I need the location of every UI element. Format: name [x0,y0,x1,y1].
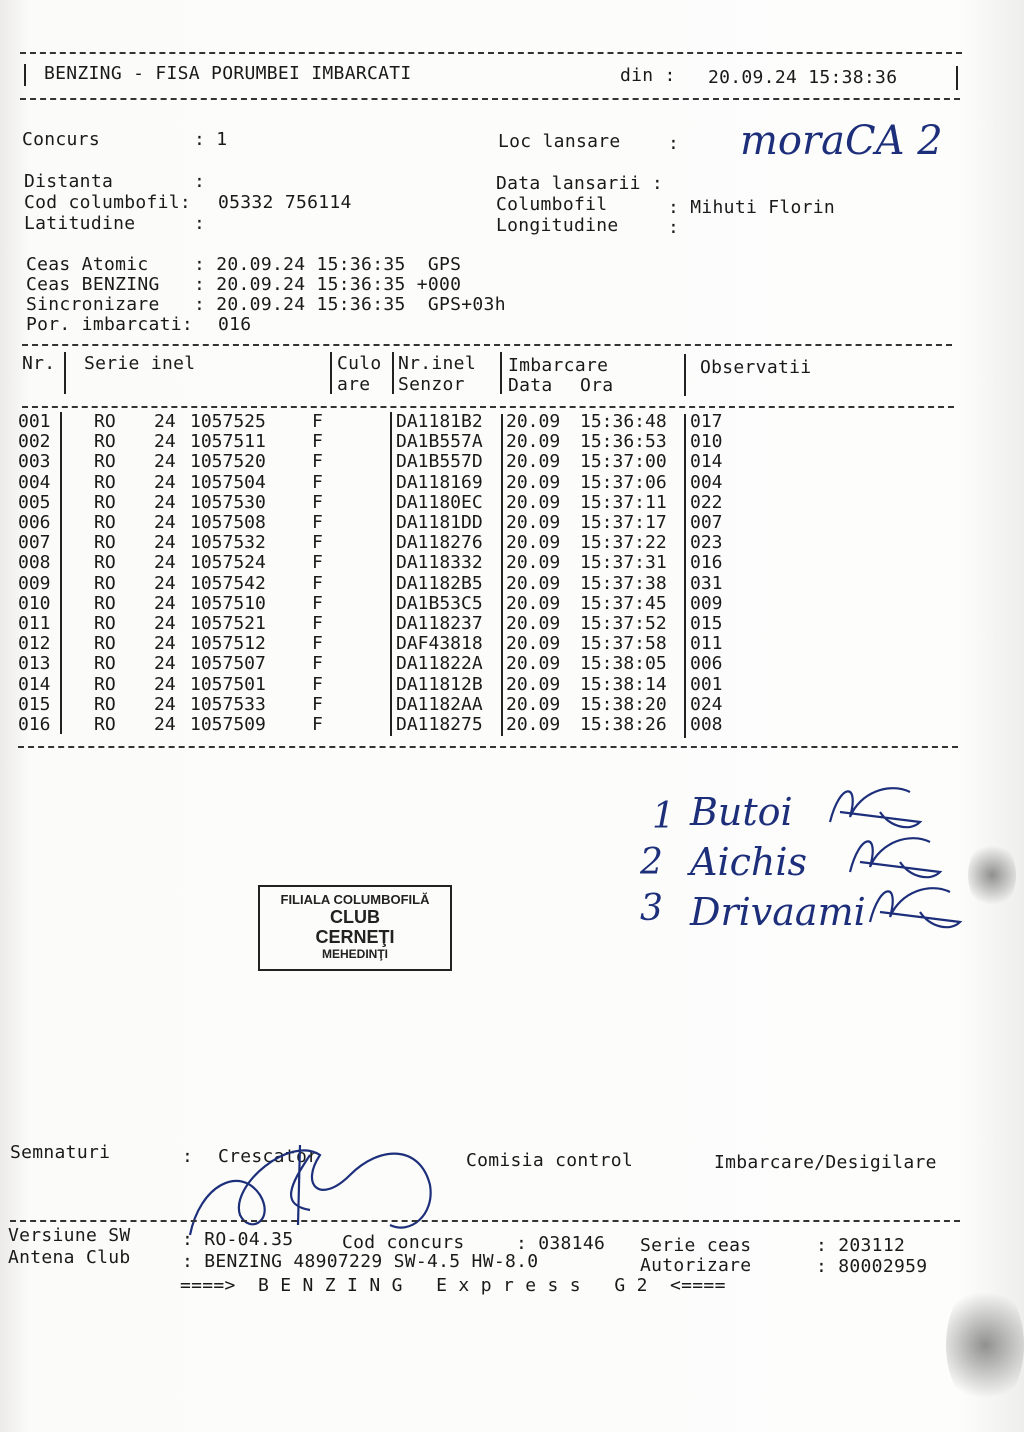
row-an: 24 [154,572,176,594]
table-row [0,432,760,452]
table-row [0,574,760,594]
row-nr: 013 [18,653,51,675]
col-divider [330,352,332,394]
row-sex: F [312,411,323,432]
col-nr-header: Nr. [22,353,56,374]
handwritten-name: Drivaami [690,890,866,934]
versiune-value: : RO-04.35 [182,1229,294,1250]
handwritten-number: 3 [640,888,663,929]
row-nr: 003 [18,451,51,473]
row-ora: 15:38:26 [580,714,667,735]
row-data: 20.09 [506,653,561,675]
row-inel: 1057525 [190,411,266,432]
row-data: 20.09 [506,714,561,735]
latitudine-label: Latitudine [24,213,136,234]
row-senzor: DA11812B [396,673,483,695]
ceas-atomic-label: Ceas Atomic [26,254,149,275]
row-nr: 009 [18,572,51,594]
row-nr: 002 [18,431,51,453]
table-row [0,594,760,614]
row-an: 24 [154,471,176,493]
row-sex: F [312,572,323,594]
header-right-bar [956,66,958,90]
row-observatii: 023 [690,532,723,554]
concurs-label: Concurs [22,129,100,150]
row-senzor: DA118332 [396,552,483,574]
row-senzor: DA11822A [396,653,483,675]
cod-columbofil-value: 05332 756114 [218,192,352,213]
table-top-dash [22,344,952,346]
col-ora-header: Ora [580,375,614,396]
col-observatii-header: Observatii [700,357,812,378]
cod-columbofil-label: Cod columbofil: [24,192,192,213]
row-tara: RO [94,552,116,574]
antena-club-label: Antena Club [8,1247,131,1268]
row-sex: F [312,532,323,554]
row-sex: F [312,592,323,614]
row-data: 20.09 [506,411,561,432]
row-senzor: DA1B53C5 [396,592,483,614]
ink-smudge [946,1280,1024,1410]
row-observatii: 006 [690,653,723,675]
row-sex: F [312,653,323,675]
handwritten-name: Butoi [690,790,793,834]
row-tara: RO [94,411,116,432]
row-data: 20.09 [506,532,561,554]
row-tara: RO [94,532,116,554]
row-inel: 1057507 [190,653,266,675]
row-senzor: DA1181B2 [396,411,483,432]
row-sex: F [312,512,323,533]
row-ora: 15:37:06 [580,471,667,493]
loc-lansare-sep: : [668,133,680,154]
semnaturi-sep: : [182,1146,194,1167]
row-data: 20.09 [506,633,561,655]
row-data: 20.09 [506,693,561,715]
row-nr: 001 [18,411,51,432]
sincronizare-value: : 20.09.24 15:36:35 GPS+03h [194,294,506,315]
row-inel: 1057508 [190,512,266,533]
row-ora: 15:38:20 [580,693,667,715]
row-sex: F [312,613,323,634]
row-data: 20.09 [506,512,561,533]
row-tara: RO [94,714,116,735]
row-tara: RO [94,471,116,493]
row-divider-senzor [390,412,392,736]
row-inel: 1057511 [190,431,266,453]
longitudine-label: Longitudine [496,215,619,236]
row-an: 24 [154,673,176,695]
col-culoare-header-2: are [337,374,371,395]
row-tara: RO [94,673,116,695]
row-observatii: 011 [690,633,723,655]
row-nr: 005 [18,491,51,513]
table-row [0,553,760,573]
row-senzor: DA1B557A [396,431,483,453]
col-senzor-header: Senzor [398,374,465,395]
row-ora: 15:37:52 [580,613,667,634]
stamp-line-4: MEHEDINŢI [322,947,388,961]
comisia-control-label: Comisia control [466,1150,634,1171]
row-inel: 1057542 [190,572,266,594]
row-tara: RO [94,592,116,614]
date-label: din : [620,65,676,86]
row-an: 24 [154,532,176,554]
row-sex: F [312,451,323,473]
row-ora: 15:38:05 [580,653,667,675]
serie-ceas-label: Serie ceas [640,1235,752,1256]
ceas-benzing-value: : 20.09.24 15:36:35 +000 [194,274,462,295]
row-data: 20.09 [506,613,561,634]
table-row [0,654,760,674]
row-an: 24 [154,592,176,614]
row-senzor: DA1181DD [396,512,483,533]
row-an: 24 [154,653,176,675]
row-data: 20.09 [506,451,561,473]
row-ora: 15:37:38 [580,572,667,594]
footer-dash [10,1220,960,1222]
row-an: 24 [154,431,176,453]
row-inel: 1057530 [190,491,266,513]
imbarcare-desigilare-label: Imbarcare/Desigilare [714,1152,937,1173]
longitudine-value: : [668,217,680,238]
ceas-atomic-value: : 20.09.24 15:36:35 GPS [194,254,462,275]
row-nr: 010 [18,592,51,614]
row-nr: 007 [18,532,51,554]
col-serie-header: Serie inel [84,353,196,374]
brand-line: ====> B E N Z I N G E x p r e s s G 2 <==== [180,1275,726,1296]
row-inel: 1057504 [190,471,266,493]
row-sex: F [312,714,323,735]
row-ora: 15:37:58 [580,633,667,655]
row-sex: F [312,552,323,574]
row-observatii: 022 [690,491,723,513]
col-data-header: Data [508,375,553,396]
row-senzor: DA118169 [396,471,483,493]
row-ora: 15:37:17 [580,512,667,533]
row-tara: RO [94,512,116,533]
table-row [0,412,760,432]
row-observatii: 001 [690,673,723,695]
initials-signature-icon [860,872,970,942]
date-value: 20.09.24 15:38:36 [708,67,898,88]
latitudine-value: : [194,213,206,234]
autorizare-label: Autorizare [640,1255,752,1276]
row-ora: 15:37:22 [580,532,667,554]
loc-lansare-handwritten: moraCA 2 [740,118,943,164]
row-observatii: 017 [690,411,723,432]
club-stamp [258,885,452,971]
concurs-value: : 1 [194,129,228,150]
table-row [0,614,760,634]
distanta-value: : [194,171,206,192]
semnaturi-label: Semnaturi [10,1142,111,1163]
table-header-dash [22,406,954,408]
stamp-line-3: CERNEŢI [315,927,395,947]
row-an: 24 [154,451,176,473]
row-nr: 006 [18,512,51,533]
row-data: 20.09 [506,572,561,594]
col-divider [392,352,394,394]
row-observatii: 024 [690,693,723,715]
row-inel: 1057524 [190,552,266,574]
header-left-bar [24,64,26,86]
row-tara: RO [94,653,116,675]
row-ora: 15:36:48 [580,411,667,432]
table-bottom-dash [18,746,958,748]
row-tara: RO [94,633,116,655]
table-row [0,695,760,715]
row-ora: 15:36:53 [580,431,667,453]
row-inel: 1057510 [190,592,266,614]
header-dash-line [20,98,960,100]
por-imbarcati-value: 016 [218,314,252,335]
row-data: 20.09 [506,471,561,493]
row-an: 24 [154,633,176,655]
data-lansarii-label: Data lansarii : [496,173,664,194]
col-divider [64,352,66,394]
row-tara: RO [94,572,116,594]
col-divider [500,352,502,394]
col-culoare-header: Culo [337,353,382,374]
loc-lansare-label: Loc lansare [498,131,621,152]
columbofil-value: : Mihuti Florin [668,197,836,218]
handwritten-number: 2 [640,842,663,883]
columbofil-label: Columbofil [496,194,608,215]
page-title: BENZING - FISA PORUMBEI IMBARCATI [44,63,412,84]
row-observatii: 007 [690,512,723,533]
distanta-label: Distanta [24,171,114,192]
row-data: 20.09 [506,491,561,513]
row-ora: 15:37:45 [580,592,667,614]
autorizare-value: : 80002959 [816,1256,928,1277]
row-an: 24 [154,411,176,432]
row-sex: F [312,431,323,453]
row-an: 24 [154,693,176,715]
row-tara: RO [94,431,116,453]
row-inel: 1057532 [190,532,266,554]
table-row [0,675,760,695]
col-divider [684,354,686,396]
row-senzor: DA1182B5 [396,572,483,594]
serie-ceas-value: : 203112 [816,1235,906,1256]
row-senzor: DA118275 [396,714,483,735]
stamp-line-1: FILIALA COLUMBOFILĂ [280,892,430,907]
row-nr: 016 [18,714,51,735]
row-data: 20.09 [506,431,561,453]
row-observatii: 016 [690,552,723,574]
row-nr: 008 [18,552,51,574]
por-imbarcati-label: Por. imbarcati: [26,314,194,335]
row-senzor: DA118237 [396,613,483,634]
row-an: 24 [154,613,176,634]
row-inel: 1057501 [190,673,266,695]
row-sex: F [312,471,323,493]
row-observatii: 004 [690,471,723,493]
row-sex: F [312,693,323,715]
handwritten-number: 1 [652,796,675,837]
row-data: 20.09 [506,592,561,614]
row-an: 24 [154,491,176,513]
table-row [0,513,760,533]
versiune-label: Versiune SW [8,1225,131,1246]
row-data: 20.09 [506,673,561,695]
row-inel: 1057520 [190,451,266,473]
row-observatii: 010 [690,431,723,453]
row-an: 24 [154,714,176,735]
row-tara: RO [94,451,116,473]
cod-concurs-value: : 038146 [516,1233,606,1254]
row-inel: 1057512 [190,633,266,655]
row-inel: 1057533 [190,693,266,715]
ink-smudge [968,840,1016,910]
row-nr: 004 [18,471,51,493]
row-tara: RO [94,693,116,715]
row-nr: 014 [18,673,51,695]
table-row [0,452,760,472]
row-data: 20.09 [506,552,561,574]
row-observatii: 014 [690,451,723,473]
crescator-label: Crescator [218,1146,319,1167]
row-observatii: 008 [690,714,723,735]
row-observatii: 031 [690,572,723,594]
table-row [0,533,760,553]
table-row [0,473,760,493]
row-ora: 15:37:31 [580,552,667,574]
col-nrinel-header: Nr.inel [398,353,476,374]
row-observatii: 015 [690,613,723,634]
row-tara: RO [94,613,116,634]
row-observatii: 009 [690,592,723,614]
row-ora: 15:37:11 [580,491,667,513]
row-senzor: DA1182AA [396,693,483,715]
row-inel: 1057509 [190,714,266,735]
row-senzor: DAF43818 [396,633,483,655]
table-row [0,493,760,513]
row-nr: 015 [18,693,51,715]
row-ora: 15:37:00 [580,451,667,473]
row-inel: 1057521 [190,613,266,634]
table-row [0,634,760,654]
row-sex: F [312,491,323,513]
table-row [0,715,760,735]
row-senzor: DA1180EC [396,491,483,513]
row-nr: 011 [18,613,51,634]
handwritten-name: Aichis [690,840,808,884]
row-ora: 15:38:14 [580,673,667,695]
row-nr: 012 [18,633,51,655]
col-imbarcare-header: Imbarcare [508,355,609,376]
antena-club-value: : BENZING 48907229 SW-4.5 HW-8.0 [182,1251,539,1272]
row-divider-data [501,414,503,736]
sincronizare-label: Sincronizare [26,294,160,315]
stamp-line-2: CLUB [330,907,380,927]
cod-concurs-label: Cod concurs [342,1232,465,1253]
row-divider-nr [60,412,62,734]
ceas-benzing-label: Ceas BENZING [26,274,160,295]
row-sex: F [312,633,323,655]
row-senzor: DA118276 [396,532,483,554]
row-sex: F [312,673,323,695]
row-tara: RO [94,491,116,513]
row-an: 24 [154,512,176,533]
row-an: 24 [154,552,176,574]
row-divider-obs [684,414,686,738]
row-senzor: DA1B557D [396,451,483,473]
top-dash-line [20,52,962,54]
